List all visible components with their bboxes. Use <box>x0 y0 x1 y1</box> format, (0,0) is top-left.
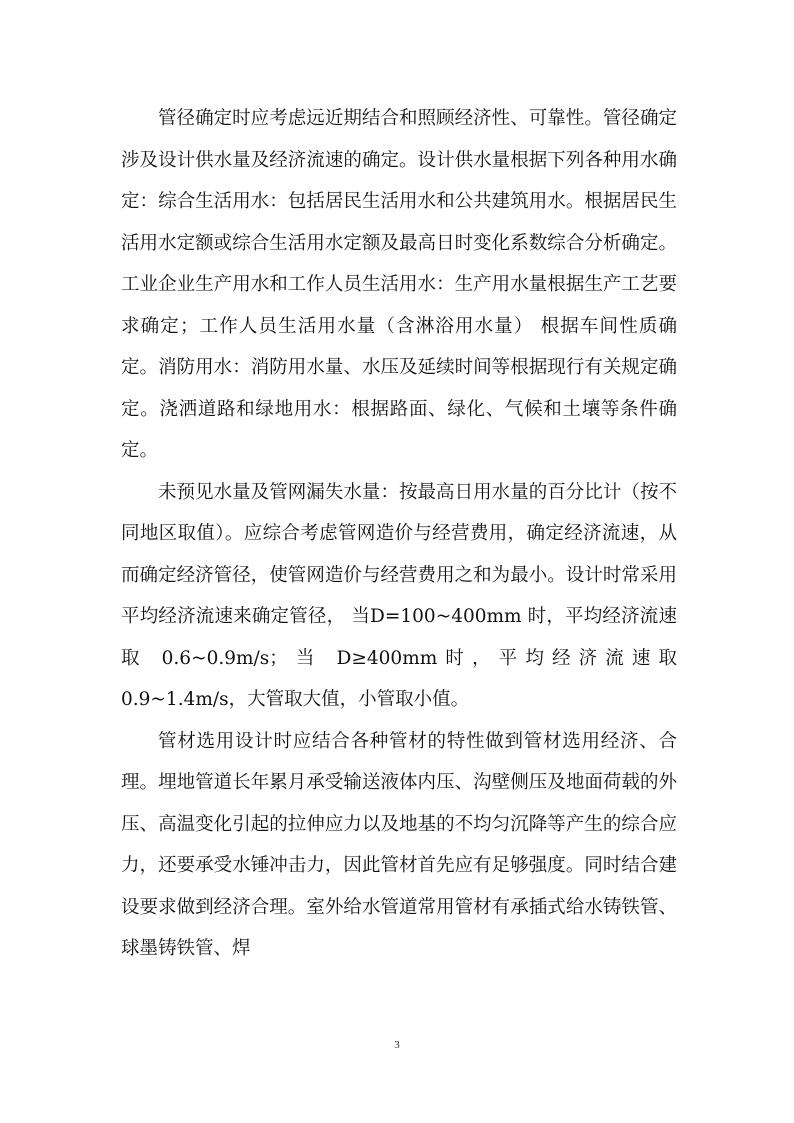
page-number: 3 <box>394 1039 400 1051</box>
paragraph-pipe-diameter: 管径确定时应考虑远近期结合和照顾经济性、可靠性。管径确定涉及设计供水量及经济流速的确定。设计供水量根据下列各种用水确定：综合生活用水：包括居民生活用水和公共建筑用水。根据居民生活用水定额或综合生活用水定额及最高日时变化系数综合分析确定。工业企业生产用水和工作人员生活用水：生产用水量根据生产工艺要求确定；工作人员生活用水量（含淋浴用水量） 根据车间性质确定。消防用水：消防用水量、水压及延续时间等根据现行有关规定确定。浇洒道路和绿地用水：根据路面、绿化、气候和土壤等条件确定。 <box>121 108 677 461</box>
paragraph-pipe-material: 管材选用设计时应结合各种管材的特性做到管材选用经济、合理。埋地管道长年累月承受输送液体内压、沟壁侧压及地面荷载的外压、高温变化引起的拉伸应力以及地基的不均匀沉降等产生的综合应力，还要承受水锤冲击力，因此管材首先应有足够强度。同时结合建设要求做到经济合理。室外给水管道常用管材有承插式给水铸铁管、球墨铸铁管、焊 <box>121 730 677 959</box>
paragraph-economic-velocity: 未预见水量及管网漏失水量：按最高日用水量的百分比计（按不同地区取值）。应综合考虑管网造价与经营费用，确定经济流速，从而确定经济管径，使管网造价与经营费用之和为最小。设计时常采用平均经济流速来确定管径， 当D=100~400mm 时，平均经济流速取 0.6~0.9m/s；当 D≥400mm时，平均经济流速取 0.9~1.4m/s，大管取大值，小管取小值。 <box>121 481 677 710</box>
body-text <box>121 98 677 970</box>
